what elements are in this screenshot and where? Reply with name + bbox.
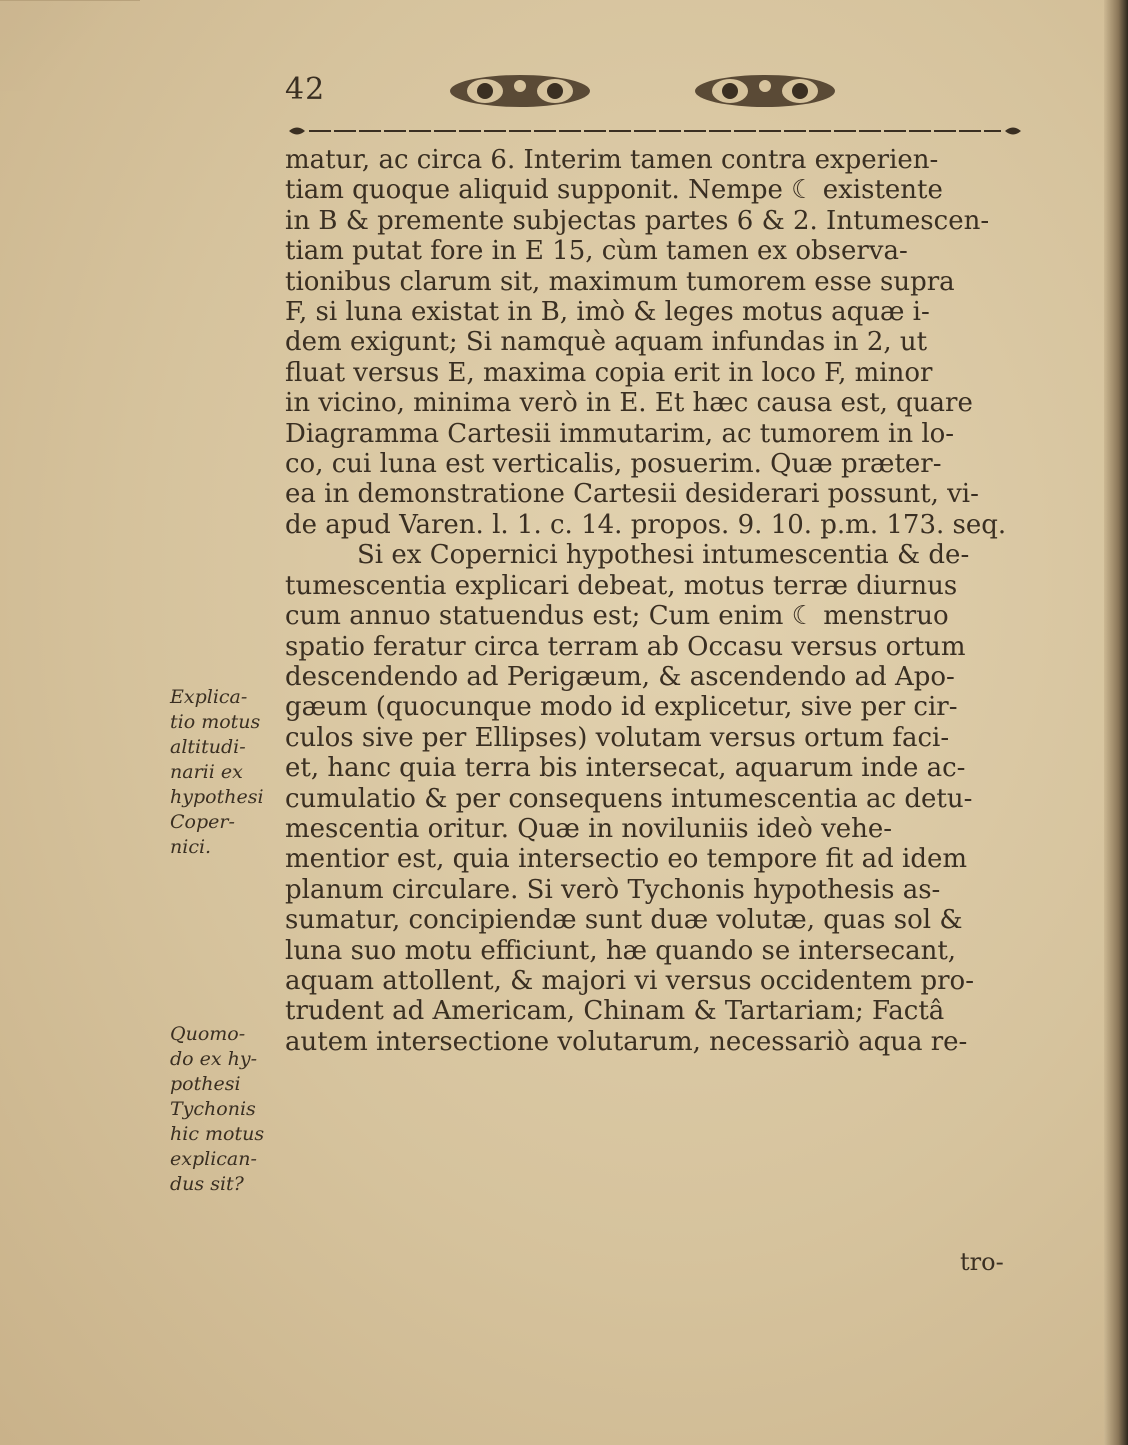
- margin-note-line: nici.: [170, 836, 212, 858]
- margin-note-line: Quomo-: [170, 1023, 246, 1045]
- text-line: luna suo motu efficiunt, hæ quando se intersecant,: [285, 935, 957, 966]
- text-line: mescentia oritur. Quæ in noviluniis ideò vehe-: [285, 813, 893, 844]
- text-line: spatio feratur circa terram ab Occasu versus ortum: [285, 631, 966, 662]
- text-line: ea in demonstratione Cartesii desiderari possunt, vi-: [285, 479, 979, 510]
- text-line: in B & premente subjectas partes 6 & 2. Intumescen-: [285, 205, 990, 236]
- margin-note-line: hic motus: [170, 1123, 265, 1145]
- margin-note-line: dus sit?: [170, 1173, 244, 1195]
- ornament-left: [445, 66, 595, 116]
- text-line: mentior est, quia intersectio eo tempore fit ad idem: [285, 844, 968, 875]
- text-line: tiam quoque aliquid supponit. Nempe ☾ existente: [285, 175, 943, 206]
- text-line: in vicino, minima verò in E. Et hæc causa est, quare: [285, 388, 973, 419]
- text-line: sumatur, concipiendæ sunt duæ volutæ, quas sol &: [285, 905, 963, 936]
- margin-note-line: Tychonis: [170, 1098, 256, 1120]
- text-line: tiam putat fore in E 15, cùm tamen ex observa-: [285, 236, 908, 267]
- text-line: autem intersectione volutarum, necessariò aqua re-: [285, 1026, 968, 1057]
- text-line: cum annuo statuendus est; Cum enim ☾ menstruo: [285, 601, 949, 632]
- text-line: de apud Varen. l. 1. c. 14. propos. 9. 10. p.m. 173. seq.: [285, 509, 1007, 540]
- margin-note-line: do ex hy-: [170, 1048, 258, 1070]
- text-line: descendendo ad Perigæum, & ascendendo ad Apo-: [285, 661, 955, 692]
- margin-note-line: pothesi: [170, 1073, 241, 1095]
- text-line: dem exigunt; Si namquè aquam infundas in 2, ut: [285, 327, 928, 358]
- margin-note-line: Coper-: [170, 811, 235, 833]
- text-line: co, cui luna est verticalis, posuerim. Quæ præter-: [285, 449, 942, 480]
- text-line: gæum (quocunque modo id explicetur, sive per cir-: [285, 692, 958, 723]
- margin-note-line: Explica-: [170, 686, 248, 708]
- margin-note-tycho: [170, 1022, 280, 1197]
- text-line: Diagramma Cartesii immutarim, ac tumorem in lo-: [285, 418, 955, 449]
- margin-note-line: tio motus: [170, 711, 261, 733]
- text-line: tumescentia explicari debeat, motus terræ diurnus: [285, 570, 958, 601]
- text-line: planum circulare. Si verò Tychonis hypothesis as-: [285, 874, 941, 905]
- text-line: et, hanc quia terra bis intersecat, aquarum inde ac-: [285, 753, 966, 784]
- folded-corner: [0, 0, 140, 91]
- text-line: culos sive per Ellipses) volutam versus ortum faci-: [285, 722, 950, 753]
- margin-note-line: hypothesi: [170, 786, 264, 808]
- text-line: Si ex Copernici hypothesi intumescentia & de-: [357, 540, 970, 571]
- margin-note-line: explican-: [170, 1148, 257, 1170]
- catchword: tro-: [960, 1248, 1004, 1276]
- page-edge: [1104, 0, 1128, 1445]
- header-rule: [285, 124, 1025, 138]
- text-line: aquam attollent, & majori vi versus occidentem pro-: [285, 965, 974, 996]
- text-line: trudent ad Americam, Chinam & Tartariam; Factâ: [285, 996, 945, 1027]
- text-line: F, si luna existat in B, imò & leges motus aquæ i-: [285, 297, 930, 328]
- margin-note-line: narii ex: [170, 761, 243, 783]
- page-number: 42: [285, 72, 326, 107]
- page-header: [285, 60, 1025, 150]
- ornament-right: [690, 66, 840, 116]
- text-line: fluat versus E, maxima copia erit in loco F, minor: [285, 357, 933, 388]
- margin-note-copernicus: [170, 685, 280, 860]
- margin-note-line: altitudi-: [170, 736, 246, 758]
- text-line: tionibus clarum sit, maximum tumorem esse supra: [285, 266, 955, 297]
- text-line: matur, ac circa 6. Interim tamen contra experien-: [285, 145, 939, 175]
- main-text-block: [285, 145, 1025, 1057]
- text-line: cumulatio & per consequens intumescentia ac detu-: [285, 783, 973, 814]
